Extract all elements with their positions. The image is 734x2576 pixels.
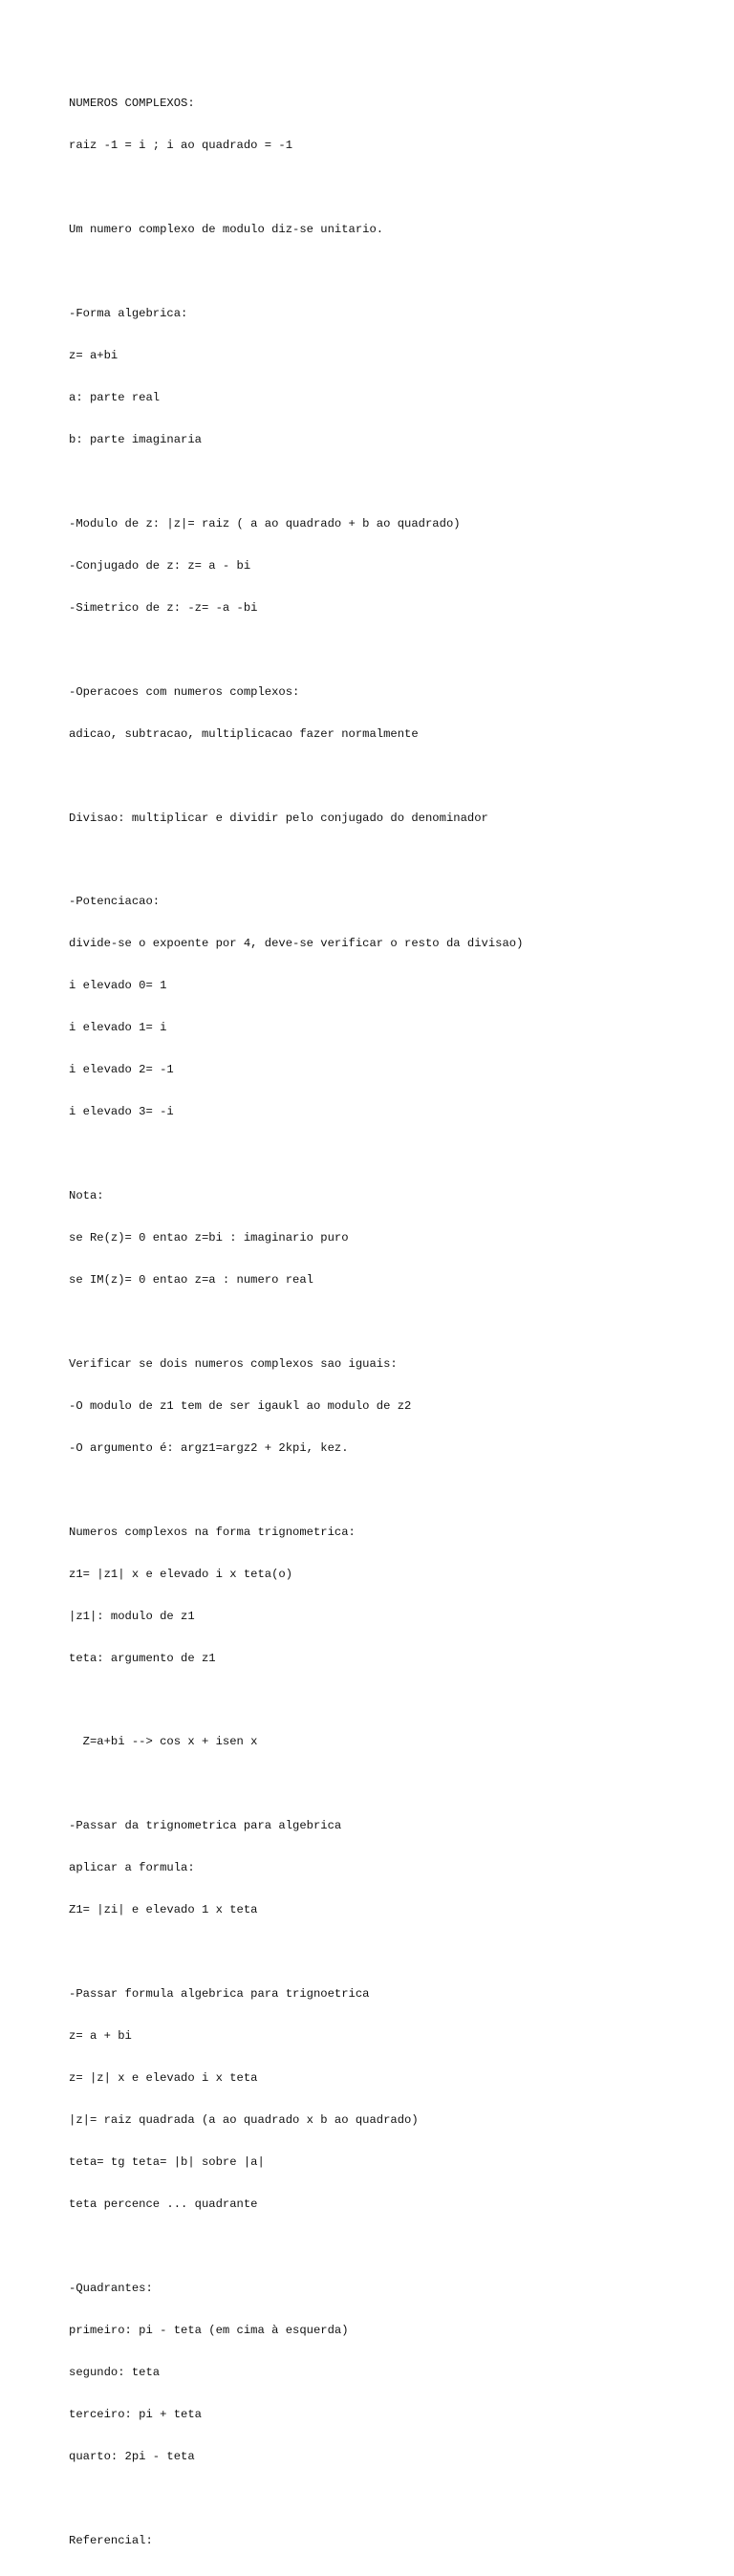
text-line: se Re(z)= 0 entao z=bi : imaginario puro <box>69 1231 349 1245</box>
blank-line <box>69 1483 715 1498</box>
text-line: -O argumento é: argz1=argz2 + 2kpi, kez. <box>69 1440 349 1455</box>
text-line: z1= |z1| x e elevado i x teta(o) <box>69 1567 293 1581</box>
text-line: Divisao: multiplicar e dividir pelo conjugado do denominador <box>69 811 488 825</box>
section-heading-forma-trignometrica: Numeros complexos na forma trignometrica: <box>69 1525 356 1539</box>
text-line: z= |z| x e elevado i x teta <box>69 2071 258 2086</box>
text-line: terceiro: pi + teta <box>69 2407 202 2421</box>
text-line: i elevado 2= -1 <box>69 1063 174 1077</box>
section-heading-conjugado: -Conjugado de z: z= a - bi <box>69 558 251 573</box>
blank-line <box>69 769 715 784</box>
text-line: Um numero complexo de modulo diz-se unitario. <box>69 223 384 237</box>
text-line: adicao, subtracao, multiplicacao fazer normalmente <box>69 726 419 741</box>
blank-line <box>69 1777 715 1791</box>
text-line: b: parte imaginaria <box>69 432 202 446</box>
blank-line <box>69 2240 715 2254</box>
text-line: i elevado 1= i <box>69 1021 167 1035</box>
text-line: |z1|: modulo de z1 <box>69 1609 195 1623</box>
blank-line <box>69 265 715 279</box>
text-line: a: parte real <box>69 390 161 404</box>
blank-line <box>69 1945 715 1959</box>
text-line: z= a+bi <box>69 349 119 363</box>
text-line: quarto: 2pi - teta <box>69 2449 195 2463</box>
text-line: Z1= |zi| e elevado 1 x teta <box>69 1903 258 1917</box>
text-line: teta percence ... quadrante <box>69 2197 258 2211</box>
text-line: primeiro: pi - teta (em cima à esquerda) <box>69 2323 349 2337</box>
text-line: se IM(z)= 0 entao z=a : numero real <box>69 1273 313 1287</box>
section-heading-modulo: -Modulo de z: |z|= raiz ( a ao quadrado + b ao quadrado) <box>69 516 461 530</box>
blank-line <box>69 1315 715 1330</box>
blank-line <box>69 2492 715 2506</box>
text-line: raiz -1 = i ; i ao quadrado = -1 <box>69 139 293 153</box>
text-line: aplicar a formula: <box>69 1861 195 1875</box>
text-line: segundo: teta <box>69 2365 161 2379</box>
formula-line: Z=a+bi --> cos x + isen x <box>69 1735 258 1749</box>
text-line: i elevado 0= 1 <box>69 979 167 993</box>
blank-line <box>69 853 715 867</box>
section-heading-forma-algebrica: -Forma algebrica: <box>69 307 188 321</box>
blank-line <box>69 1147 715 1161</box>
text-line: z= a + bi <box>69 2029 132 2044</box>
section-heading-operacoes: -Operacoes com numeros complexos: <box>69 684 300 699</box>
blank-line <box>69 1694 715 1708</box>
section-heading-trig-para-algebrica: -Passar da trignometrica para algebrica <box>69 1819 342 1833</box>
section-heading-nota: Nota: <box>69 1189 104 1203</box>
text-line: divide-se o expoente por 4, deve-se verificar o resto da divisao) <box>69 937 524 951</box>
section-heading-simetrico: -Simetrico de z: -z= -a -bi <box>69 600 258 615</box>
section-heading-verificar: Verificar se dois numeros complexos sao iguais: <box>69 1356 398 1371</box>
document-text <box>69 69 715 2576</box>
blank-line <box>69 643 715 658</box>
section-heading-algebrica-para-trig: -Passar formula algebrica para trignoetrica <box>69 1987 370 2002</box>
section-heading-potenciacao: -Potenciacao: <box>69 895 161 909</box>
blank-line <box>69 475 715 489</box>
heading-numeros-complexos: NUMEROS COMPLEXOS: <box>69 97 195 111</box>
text-line: teta: argumento de z1 <box>69 1651 216 1665</box>
blank-line <box>69 181 715 195</box>
text-line: i elevado 3= -i <box>69 1105 174 1119</box>
section-heading-quadrantes: -Quadrantes: <box>69 2281 153 2295</box>
text-line: |z|= raiz quadrada (a ao quadrado x b ao quadrado) <box>69 2113 419 2128</box>
text-line: -O modulo de z1 tem de ser igaukl ao modulo de z2 <box>69 1398 412 1413</box>
text-line: teta= tg teta= |b| sobre |a| <box>69 2155 265 2170</box>
section-heading-referencial: Referencial: <box>69 2533 153 2547</box>
